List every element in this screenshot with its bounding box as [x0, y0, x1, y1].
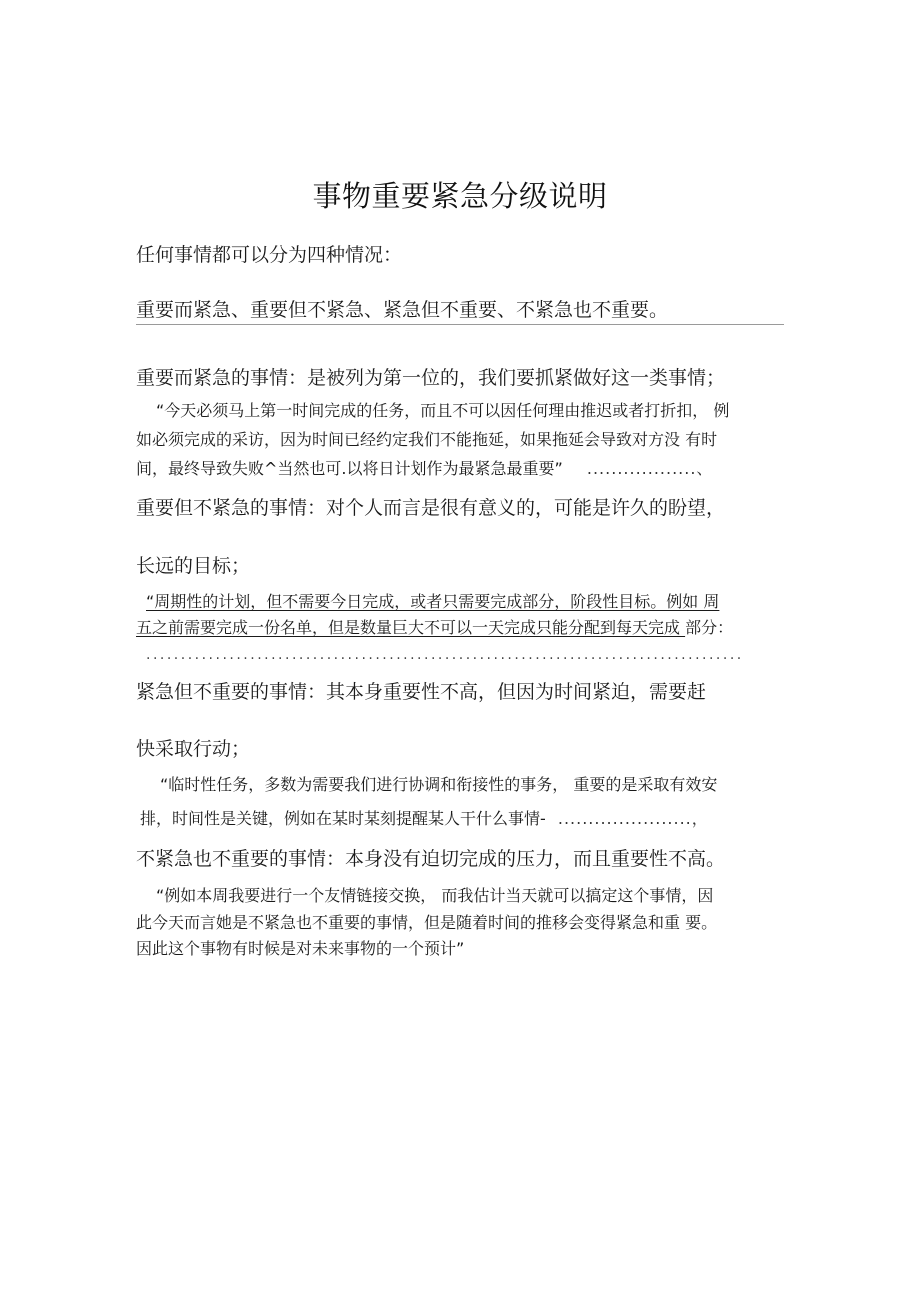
- section-1-quote-line-2: 如必须完成的采访，因为时间已经约定我们不能拖延，如果拖延会导致对方没 有时: [136, 430, 718, 449]
- section-3-quote-line-1: “临时性任务，多数为需要我们进行协调和衔接性的事务， 重要的是采取有效安: [160, 775, 718, 794]
- section-1-quote-line-1: “今天必须马上第一时间完成的任务，而且不可以因任何理由推迟或者打折扣， 例: [156, 401, 730, 420]
- section-1-quote-line-3-text: 间，最终导致失败^当然也可.以将日计划作为最紧急最重要”: [136, 459, 563, 478]
- section-2-quote-line-2-text: 五之前需要完成一份名单，但是数量巨大不可以一天完成只能分配到每天完成: [136, 618, 686, 637]
- section-2-quote-tail: 部分：: [685, 618, 734, 637]
- section-4-quote-line-2: 此今天而言她是不紧急也不重要的事情，但是随着时间的推移会变得紧急和重 要。: [136, 913, 718, 932]
- intro-text: 任何事情都可以分为四种情况：: [136, 244, 403, 266]
- section-3-quote-line-2-text: 排，时间性是关键，例如在某时某刻提醒某人干什么事情-: [140, 809, 546, 828]
- document-title: 事物重要紧急分级说明: [312, 179, 608, 213]
- section-2-heading-line-2: 长远的目标；: [136, 555, 251, 577]
- divider-line: [136, 324, 784, 325]
- section-3-trailing-dots: ......................，: [551, 809, 709, 828]
- section-3-quote-line-2: [140, 807, 709, 831]
- section-1-trailing-dots: ..................、: [580, 459, 714, 478]
- section-1-heading: 重要而紧急的事情：是被列为第一位的，我们要抓紧做好这一类事情；: [136, 367, 726, 389]
- section-3-heading-line-1: 紧急但不重要的事情：其本身重要性不高，但因为时间紧迫，需要赶: [136, 681, 707, 703]
- section-1-quote-line-3: [136, 457, 713, 481]
- section-2-quote-line-2: [136, 616, 733, 640]
- section-4-quote-line-1: “例如本周我要进行一个友情链接交换， 而我估计当天就可以搞定这个事情，因: [156, 886, 714, 905]
- section-2-heading-line-1: 重要但不紧急的事情：对个人而言是很有意义的，可能是许久的盼望，: [136, 497, 726, 519]
- section-2-dot-row: ......................................................................................: [146, 647, 744, 663]
- section-4-quote-line-3: 因此这个事物有时候是对未来事物的一个预计”: [136, 939, 465, 958]
- section-4-heading: 不紧急也不重要的事情：本身没有迫切完成的压力，而且重要性不高。: [136, 848, 726, 870]
- section-2-quote-line-1: “周期性的计划，但不需要今日完成，或者只需要完成部分，阶段性目标。例如 周: [146, 592, 720, 611]
- four-cases-summary: 重要而紧急、重要但不紧急、紧急但不重要、不紧急也不重要。: [136, 299, 669, 321]
- section-3-heading-line-2: 快采取行动；: [136, 738, 251, 760]
